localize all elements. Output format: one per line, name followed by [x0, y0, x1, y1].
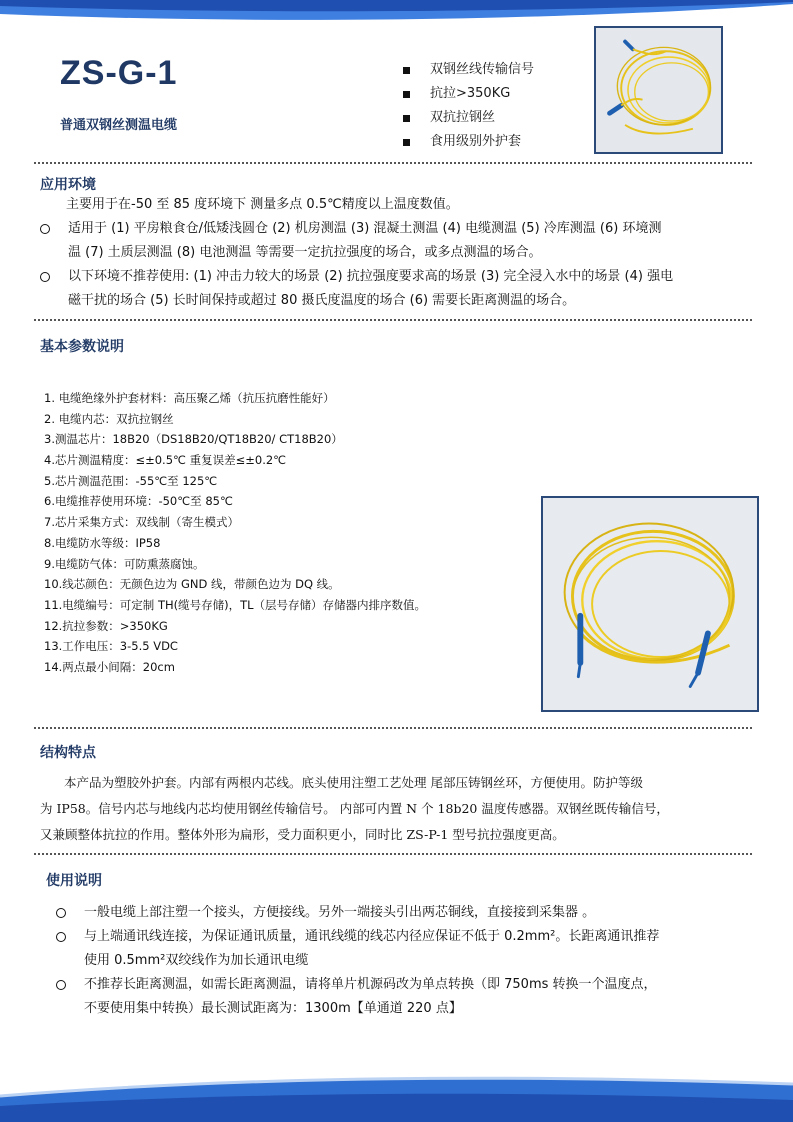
circle-bullet-icon	[56, 908, 66, 918]
section-divider	[34, 319, 752, 321]
parameter-item: 8.电缆防水等级：IP58	[44, 535, 161, 550]
feature-item: 抗拉>350KG	[403, 82, 534, 106]
product-subtitle: 普通双钢丝测温电缆	[60, 118, 178, 133]
usage-item-3: 不推荐长距离测温，如需长距离测温，请将单片机源码改为单点转换（即 750ms 转换一个温度点， 不要使用集中转换）最长测试距离为：1300m【单通道 220 点】	[56, 973, 756, 1021]
product-photo-1	[594, 26, 723, 154]
section-divider	[34, 853, 752, 855]
application-not-recommended: 以下环境不推荐使用: (1) 冲击力较大的场景 (2) 抗拉强度要求高的场景 (3) 完全浸入水中的场景 (4) 强电 磁干扰的场合 (5) 长时间保持或超过 80 摄氏度温度的场合 (6) 需要长距离测温的场合。	[40, 265, 756, 313]
square-bullet-icon	[403, 139, 410, 146]
parameter-item: 10.线芯颜色：无颜色边为 GND 线，带颜色边为 DQ 线。	[44, 577, 340, 592]
parameter-item: 3.测温芯片：18B20（DS18B20/QT18B20/ CT18B20）	[44, 432, 343, 447]
feature-item: 双抗拉钢丝	[403, 106, 534, 130]
structure-line-3: 又兼顾整体抗拉的作用。整体外形为扁形，受力面积更小，同时比 ZS-P-1 型号抗拉强度更高。	[40, 827, 565, 842]
section-heading-application: 应用环境	[40, 177, 96, 193]
square-bullet-icon	[403, 91, 410, 98]
section-divider	[34, 162, 752, 164]
section-heading-usage: 使用说明	[46, 873, 102, 889]
cable-coil-image	[543, 498, 757, 710]
circle-bullet-icon	[40, 272, 50, 282]
circle-bullet-icon	[56, 932, 66, 942]
section-heading-parameters: 基本参数说明	[40, 339, 124, 355]
parameter-item: 5.芯片测温范围：-55℃至 125℃	[44, 473, 218, 488]
feature-item: 双钢丝线传输信号	[403, 58, 534, 82]
application-intro: 主要用于在-50 至 85 度环境下 测量多点 0.5℃精度以上温度数值。	[66, 197, 459, 212]
parameter-item: 7.芯片采集方式：双线制（寄生模式）	[44, 515, 239, 530]
parameter-item: 12.抗拉参数：>350KG	[44, 618, 168, 633]
parameter-item: 4.芯片测温精度：≤±0.5℃ 重复误差≤±0.2℃	[44, 453, 287, 468]
bottom-wave-decoration	[0, 1062, 793, 1122]
feature-item: 食用级别外护套	[403, 130, 534, 154]
parameter-item: 6.电缆推荐使用环境：-50℃至 85℃	[44, 494, 233, 509]
product-model-title: ZS-G-1	[60, 54, 178, 92]
usage-item-2: 与上端通讯线连接，为保证通讯质量，通讯线缆的线芯内径应保证不低于 0.2mm²。长距离通讯推荐 使用 0.5mm²双绞线作为加长通讯电缆	[56, 925, 756, 973]
parameter-item: 9.电缆防气体：可防熏蒸腐蚀。	[44, 556, 205, 571]
parameter-item: 1. 电缆绝缘外护套材料：高压聚乙烯（抗压抗磨性能好）	[44, 391, 335, 405]
section-divider	[34, 727, 752, 729]
circle-bullet-icon	[56, 980, 66, 990]
usage-item-1: 一般电缆上部注塑一个接头，方便接线。另外一端接头引出两芯铜线，直接接到采集器 。	[56, 901, 756, 925]
parameter-item: 14.两点最小间隔：20cm	[44, 659, 175, 674]
circle-bullet-icon	[40, 224, 50, 234]
parameter-item: 13.工作电压：3-5.5 VDC	[44, 639, 178, 654]
application-suitable: 适用于 (1) 平房粮食仓/低矮浅圆仓 (2) 机房测温 (3) 混凝土测温 (4) 电缆测温 (5) 冷库测温 (6) 环境测 温 (7) 土质层测温 (8) 电池测温 等需要一定抗拉强度的场合，或多点测温的场合。	[40, 217, 756, 265]
square-bullet-icon	[403, 115, 410, 122]
parameter-item: 11.电缆编号：可定制 TH(缆号存储)，TL（层号存储）存储器内排序数值。	[44, 597, 427, 612]
feature-list	[403, 58, 534, 154]
structure-line-2: 为 IP58。信号内芯与地线内芯均使用钢丝传输信号。 内部可内置 N 个 18b20 温度传感器。双钢丝既传输信号，	[40, 801, 669, 816]
square-bullet-icon	[403, 67, 410, 74]
product-photo-2	[541, 496, 759, 712]
structure-line-1: 本产品为塑胶外护套。内部有两根内芯线。底头使用注塑工艺处理 尾部压铸钢丝环，方便使用。防护等级	[64, 775, 643, 790]
section-heading-structure: 结构特点	[40, 745, 96, 761]
parameter-list	[44, 388, 426, 678]
cable-coil-image	[596, 28, 721, 152]
parameter-item: 2. 电缆内芯：双抗拉钢丝	[44, 411, 174, 426]
